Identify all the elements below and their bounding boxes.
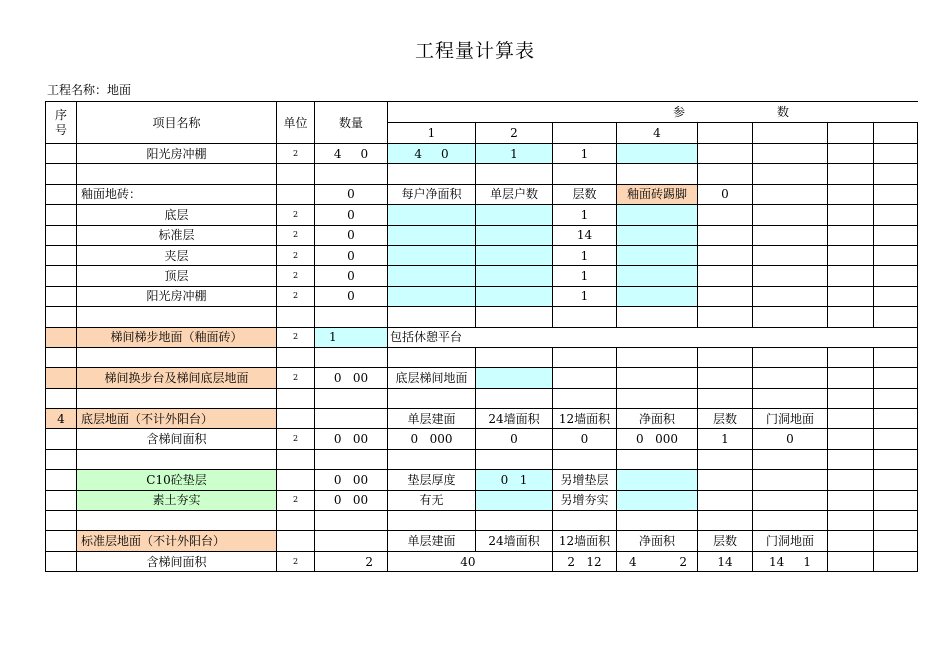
- cell-unit: 2: [277, 266, 315, 286]
- project-name-label: 工程名称：地面: [47, 83, 132, 97]
- cell-param: 净面积: [617, 531, 698, 551]
- header-col-4: 4: [617, 123, 698, 144]
- table-row: [46, 286, 918, 306]
- cell-qty: 0: [315, 245, 388, 265]
- cell-qty: 0 00: [315, 368, 388, 388]
- table-row: [46, 307, 918, 327]
- table-row: [46, 429, 918, 449]
- header-col-5: [698, 123, 753, 144]
- cell-param: 1: [553, 245, 617, 265]
- cell-param: 1: [698, 429, 753, 449]
- cell-unit: 2: [277, 225, 315, 245]
- cell-param: 净面积: [617, 409, 698, 429]
- table-row: [46, 388, 918, 408]
- cell-qty: 0 00: [315, 490, 388, 510]
- cell-item: 梯间梯步地面（釉面砖）: [77, 327, 277, 347]
- header-col-7: [828, 123, 874, 144]
- cell-param: 12墙面积: [553, 409, 617, 429]
- cell-param: [617, 144, 698, 164]
- cell-item: 阳光房冲棚: [77, 286, 277, 306]
- cell-param: 14: [698, 551, 753, 571]
- cell-param: 每户净面积: [388, 184, 476, 204]
- table-row: [46, 470, 918, 490]
- cell-param: 釉面砖踢脚: [617, 184, 698, 204]
- cell-param: 2 12: [553, 551, 617, 571]
- cell-param: [698, 144, 753, 164]
- cell-param: 单层建面: [388, 409, 476, 429]
- cell-qty: 0 00: [315, 429, 388, 449]
- table-row: [46, 531, 918, 551]
- cell-param: 垫层厚度: [388, 470, 476, 490]
- cell-param: 另增夯实: [553, 490, 617, 510]
- cell-unit: 2: [277, 205, 315, 225]
- cell-param: 1: [553, 286, 617, 306]
- header-col-1: 1: [388, 123, 476, 144]
- cell-unit: 2: [277, 429, 315, 449]
- header-parameters: 参 数: [388, 102, 918, 123]
- cell-param: 0: [753, 429, 828, 449]
- cell-item: 底层地面（不计外阳台）: [77, 409, 277, 429]
- cell-qty: 4 0: [315, 144, 388, 164]
- cell-param: 4 0: [388, 144, 476, 164]
- table-row: [46, 184, 918, 204]
- cell-param: 底层梯间地面: [388, 368, 476, 388]
- cell-param: 24墙面积: [476, 409, 553, 429]
- cell-unit: 2: [277, 368, 315, 388]
- cell-item: 阳光房冲棚: [77, 144, 277, 164]
- table-row: [46, 490, 918, 510]
- cell-param: 0: [476, 429, 553, 449]
- cell-param: [753, 144, 828, 164]
- header-col-8: [874, 123, 918, 144]
- table-row: [46, 368, 918, 388]
- header-unit: 单位: [277, 102, 315, 144]
- cell-unit: 2: [277, 144, 315, 164]
- header-col-2: 2: [476, 123, 553, 144]
- cell-qty: 0: [315, 184, 388, 204]
- cell-param: 1: [553, 205, 617, 225]
- table-row: [46, 511, 918, 531]
- sheet-title: 工程量计算表: [414, 40, 535, 62]
- header-col-3: [553, 123, 617, 144]
- cell-param: 40: [388, 551, 476, 571]
- cell-item: 顶层: [77, 266, 277, 286]
- cell-qty: 0: [315, 205, 388, 225]
- table-row: [46, 245, 918, 265]
- table-row: [46, 551, 918, 571]
- table-row: [46, 225, 918, 245]
- cell-item: 标准层地面（不计外阳台）: [77, 531, 277, 551]
- header-item-name: 项目名称: [77, 102, 277, 144]
- table-row: [46, 327, 918, 347]
- table-row: [46, 205, 918, 225]
- cell-item: 含梯间面积: [77, 429, 277, 449]
- cell-param: 4 2: [617, 551, 698, 571]
- cell-unit: [277, 184, 315, 204]
- cell-param: 单层建面: [388, 531, 476, 551]
- cell-item: C10砼垫层: [77, 470, 277, 490]
- cell-param: 单层户数: [476, 184, 553, 204]
- cell-param: 有无: [388, 490, 476, 510]
- cell-qty: 0: [315, 286, 388, 306]
- cell-unit: 2: [277, 490, 315, 510]
- header-quantity: 数量: [315, 102, 388, 144]
- cell-unit: 2: [277, 245, 315, 265]
- cell-param: 门洞地面: [753, 409, 828, 429]
- cell-item: 素土夯实: [77, 490, 277, 510]
- cell-param: [828, 144, 874, 164]
- cell-param: 1: [476, 144, 553, 164]
- cell-qty: 2: [315, 551, 388, 571]
- cell-param: [874, 144, 918, 164]
- cell-param: 0: [553, 429, 617, 449]
- table-row: [46, 144, 918, 164]
- cell-item: 标准层: [77, 225, 277, 245]
- cell-unit: 2: [277, 551, 315, 571]
- table-header-row: [46, 102, 918, 123]
- cell-param: 12墙面积: [553, 531, 617, 551]
- cell-qty: 0 00: [315, 470, 388, 490]
- cell-seq: [46, 144, 77, 164]
- table-row: [46, 347, 918, 367]
- cell-item: 含梯间面积: [77, 551, 277, 571]
- table-row: [46, 449, 918, 469]
- cell-param: 另增垫层: [553, 470, 617, 490]
- cell-seq: 4: [46, 409, 77, 429]
- cell-item: 底层: [77, 205, 277, 225]
- cell-param: 0 000: [388, 429, 476, 449]
- cell-param: 1: [553, 144, 617, 164]
- cell-qty: 1: [315, 327, 388, 347]
- cell-qty: 0: [315, 225, 388, 245]
- cell-param: 0 1: [476, 470, 553, 490]
- cell-item: 梯间换步台及梯间底层地面: [77, 368, 277, 388]
- cell-unit: 2: [277, 286, 315, 306]
- header-col-6: [753, 123, 828, 144]
- cell-param: 门洞地面: [753, 531, 828, 551]
- cell-param: 层数: [698, 531, 753, 551]
- table-row: [46, 266, 918, 286]
- cell-seq: [46, 184, 77, 204]
- table-row: [46, 164, 918, 184]
- cell-param: 24墙面积: [476, 531, 553, 551]
- cell-item: 夹层: [77, 245, 277, 265]
- header-seq: 序号: [46, 102, 77, 144]
- cell-param: 层数: [553, 184, 617, 204]
- cell-param: 14: [553, 225, 617, 245]
- cell-note: 包括休憩平台: [388, 327, 918, 347]
- quantity-calculation-table: [45, 101, 918, 572]
- cell-unit: 2: [277, 327, 315, 347]
- cell-param: 0 000: [617, 429, 698, 449]
- cell-param: 14 1: [753, 551, 828, 571]
- cell-param: 0: [698, 184, 753, 204]
- cell-item: 釉面地砖：: [77, 184, 277, 204]
- cell-param: 层数: [698, 409, 753, 429]
- table-row: [46, 409, 918, 429]
- cell-qty: 0: [315, 266, 388, 286]
- cell-param: 1: [553, 266, 617, 286]
